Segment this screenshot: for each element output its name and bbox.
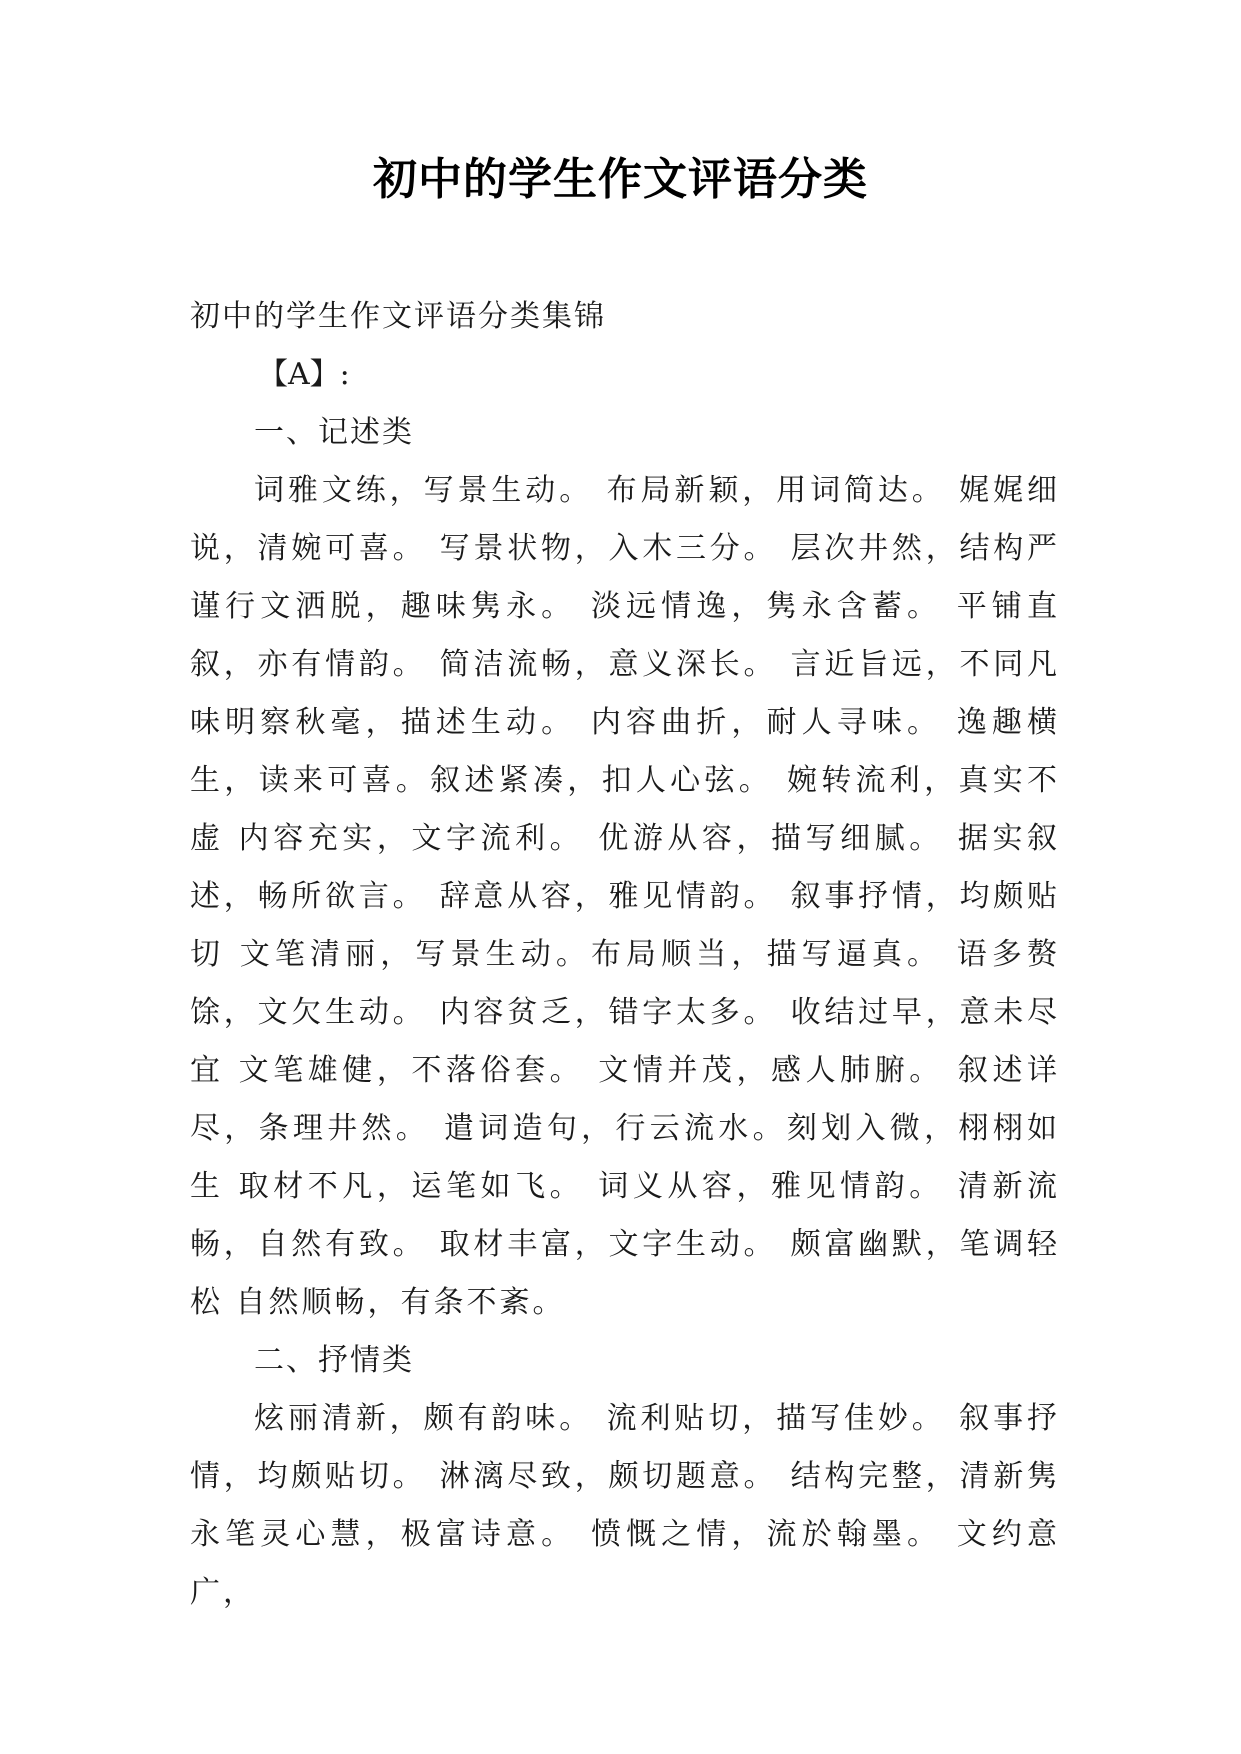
section-heading-lyrical: 二、抒情类 — [254, 1343, 414, 1378]
document-body — [190, 288, 1060, 1622]
section-heading-narrative: 一、记述类 — [254, 415, 414, 450]
paragraph-lyrical-comments: 炫丽清新，颇有韵味。 流利贴切，描写佳妙。 叙事抒情，均颇贴切。 淋漓尽致，颇切题意。 结构完整，清新隽永笔灵心慧，极富诗意。 愤慨之情，流於翰墨。 文约意广， — [190, 1401, 1060, 1610]
paragraph-narrative-comments: 词雅文练，写景生动。 布局新颖，用词简达。 娓娓细说，清婉可喜。 写景状物，入木三分。 层次井然，结构严谨行文洒脱，趣味隽永。 淡远情逸，隽永含蓄。 平铺直叙，亦有情韵。 简洁流畅，意义深长。 言近旨远，不同凡味明察秋毫，描述生动。 内容曲折，耐人寻味。 逸趣横生，读来可喜。叙述紧凑，扣人心弦。 婉转流利，真实不虚 内容充实，文字流利。 优游从容，描写细腻。 据实叙述，畅所欲言。 辞意从容，雅见情韵。 叙事抒情，均颇贴切 文笔清丽，写景生动。布局顺当，描写逼真。 语多赘馀，文欠生动。 内容贫乏，错字太多。 收结过早，意未尽宜 文笔雄健，不落俗套。 文情并茂，感人肺腑。 叙述详尽，条理井然。 遣词造句，行云流水。刻划入微，栩栩如生 取材不凡，运笔如飞。 词义从容，雅见情韵。 清新流畅，自然有致。 取材丰富，文字生动。 颇富幽默，笔调轻松 自然顺畅，有条不紊。 — [190, 473, 1060, 1320]
document-title: 初中的学生作文评语分类 — [373, 154, 868, 205]
section-label-a: 【A】: — [258, 357, 350, 392]
document-subtitle: 初中的学生作文评语分类集锦 — [190, 299, 606, 334]
